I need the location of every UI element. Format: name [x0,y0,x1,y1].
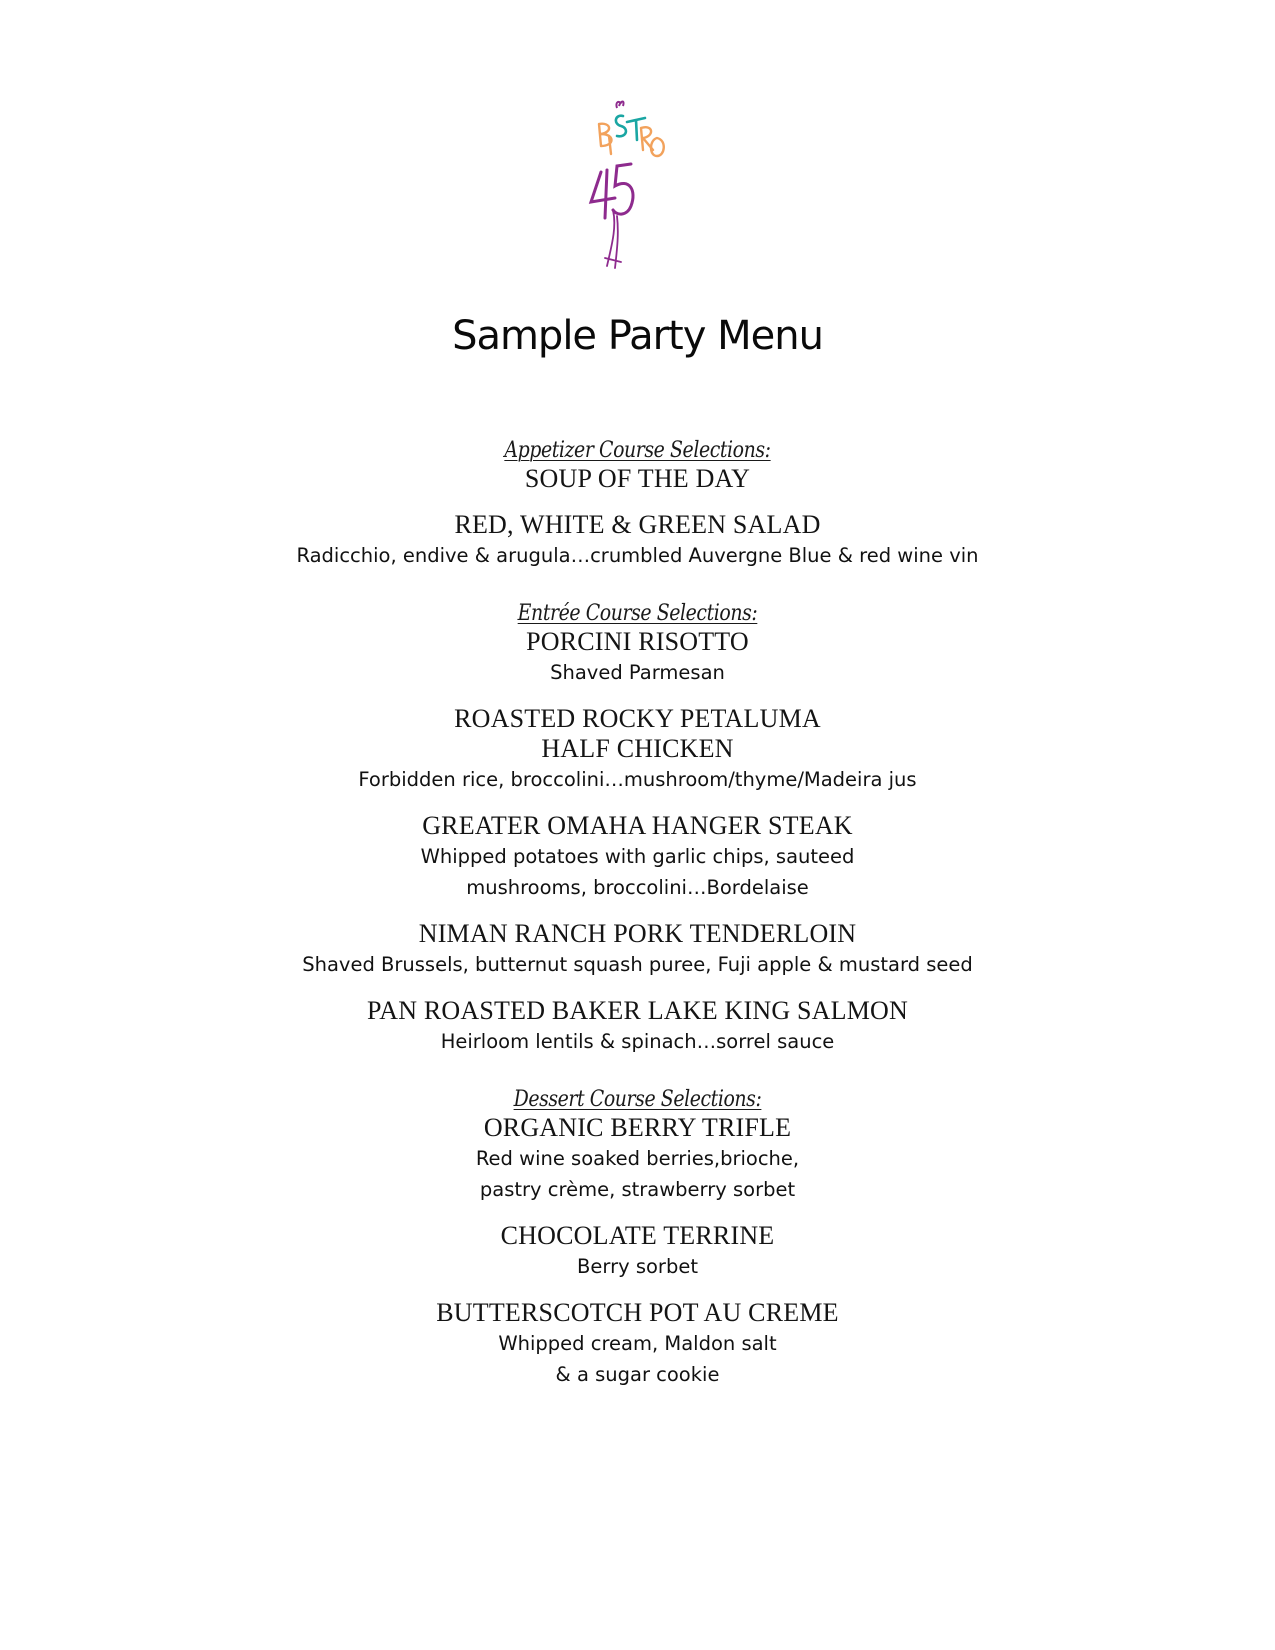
item-description: Forbidden rice, broccolini…mushroom/thyme/Madeira jus [358,768,917,791]
menu-item [0,1113,1275,1205]
item-description: Heirloom lentils & spinach…sorrel sauce [440,1030,835,1053]
menu-title: Sample Party Menu [452,313,823,359]
item-name: NIMAN RANCH PORK TENDERLOIN [418,919,857,948]
item-name: RED, WHITE & GREEN SALAD [454,510,821,539]
bistro-45-logo [587,98,683,270]
item-name: BUTTERSCOTCH POT AU CREME [436,1298,839,1327]
item-description: Red wine soaked berries,brioche, pastry crème, strawberry sorbet [475,1147,800,1201]
item-name: PORCINI RISOTTO [526,627,749,656]
dessert-section [0,1087,1275,1390]
item-description: Radicchio, endive & arugula…crumbled Auvergne Blue & red wine vin [296,544,979,567]
menu-body [0,438,1275,1390]
item-description: Whipped potatoes with garlic chips, sauteed mushrooms, broccolini…Bordelaise [420,845,855,899]
item-name: GREATER OMAHA HANGER STEAK [422,811,853,840]
item-description: Shaved Parmesan [550,661,725,684]
item-description: Whipped cream, Maldon salt & a sugar cookie [498,1332,777,1386]
item-name: PAN ROASTED BAKER LAKE KING SALMON [366,996,909,1025]
menu-item [0,919,1275,980]
item-name: ORGANIC BERRY TRIFLE [483,1113,792,1142]
menu-item [0,996,1275,1057]
section-heading: Appetizer Course Selections: [504,438,771,463]
menu-item [0,510,1275,571]
menu-item [0,704,1275,795]
item-name: CHOCOLATE TERRINE [500,1221,775,1250]
item-name: SOUP OF THE DAY [524,464,751,493]
item-name: ROASTED ROCKY PETALUMA HALF CHICKEN [454,704,821,763]
item-description: Shaved Brussels, butternut squash puree, Fuji apple & mustard seed [302,953,973,976]
menu-item [0,1221,1275,1282]
appetizer-section [0,438,1275,571]
menu-item [0,811,1275,903]
section-heading: Dessert Course Selections: [513,1087,762,1112]
menu-item [0,464,1275,494]
entree-section [0,601,1275,1057]
menu-item [0,1298,1275,1390]
menu-item [0,627,1275,688]
section-heading: Entrée Course Selections: [517,601,758,626]
item-description: Berry sorbet [577,1255,698,1278]
